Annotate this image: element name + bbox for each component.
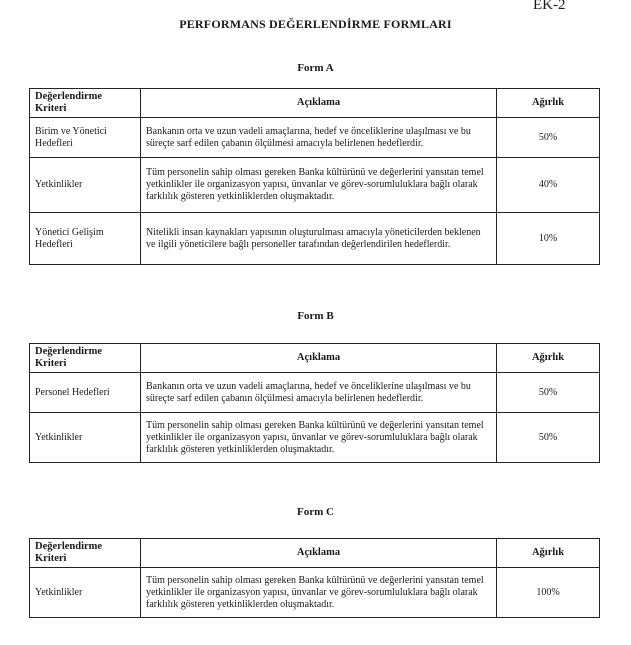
weight-cell: 100% xyxy=(497,568,600,618)
weight-cell: 50% xyxy=(497,413,600,463)
criterion-cell: Yetkinlikler xyxy=(30,158,141,213)
table-row xyxy=(30,373,600,413)
form-c-title: Form C xyxy=(297,506,334,518)
criterion-cell: Personel Hedefleri xyxy=(30,373,141,413)
header-criterion: Değerlendirme Kriteri xyxy=(30,539,141,568)
document-title: PERFORMANS DEĞERLENDİRME FORMLARI xyxy=(179,17,452,31)
criterion-cell: Yetkinlikler xyxy=(30,413,141,463)
criterion-cell: Birim ve Yönetici Hedefleri xyxy=(30,118,141,158)
weight-cell: 10% xyxy=(497,213,600,265)
header-weight: Ağırlık xyxy=(497,344,600,373)
table-header-row xyxy=(30,89,600,118)
weight-cell: 40% xyxy=(497,158,600,213)
header-criterion: Değerlendirme Kriteri xyxy=(30,89,141,118)
table-row xyxy=(30,213,600,265)
criterion-cell: Yetkinlikler xyxy=(30,568,141,618)
table-header-row xyxy=(30,344,600,373)
table-row xyxy=(30,413,600,463)
description-cell: Tüm personelin sahip olması gereken Banka kültürünü ve değerlerini yansıtan temel yetkinlikler ile organizasyon yapısı, ünvanlar ve görev-sorumluluklara bağlı olarak farklılık gösteren yetkinliklerden oluşmaktadır. xyxy=(141,413,497,463)
header-weight: Ağırlık xyxy=(497,539,600,568)
table-row xyxy=(30,568,600,618)
table-row xyxy=(30,158,600,213)
criterion-cell: Yönetici Gelişim Hedefleri xyxy=(30,213,141,265)
description-cell: Tüm personelin sahip olması gereken Banka kültürünü ve değerlerini yansıtan temel yetkinlikler ile organizasyon yapısı, ünvanlar ve görev-sorumluluklara bağlı olarak farklılık gösteren yetkinliklerden oluşmaktadır. xyxy=(141,158,497,213)
description-cell: Tüm personelin sahip olması gereken Banka kültürünü ve değerlerini yansıtan temel yetkinlikler ile organizasyon yapısı, ünvanlar ve görev-sorumluluklara bağlı olarak farklılık gösteren yetkinliklerden oluşmaktadır. xyxy=(141,568,497,618)
header-description: Açıklama xyxy=(141,539,497,568)
form-b-title: Form B xyxy=(297,310,334,322)
header-criterion: Değerlendirme Kriteri xyxy=(30,344,141,373)
description-cell: Nitelikli insan kaynakları yapısının oluşturulması amacıyla yöneticilerden beklenen ve ilgili yöneticilere bağlı personeller tarafından değerlendirilen hedeflerdir. xyxy=(141,213,497,265)
form-a-title: Form A xyxy=(297,62,334,74)
form-b-table xyxy=(29,343,600,463)
table-header-row xyxy=(30,539,600,568)
description-cell: Bankanın orta ve uzun vadeli amaçlarına, hedef ve önceliklerine ulaşılması ve bu süreçte sarf edilen çabanın ölçülmesi amacıyla belirlenen hedeflerdir. xyxy=(141,118,497,158)
form-c-table xyxy=(29,538,600,618)
header-description: Açıklama xyxy=(141,89,497,118)
description-cell: Bankanın orta ve uzun vadeli amaçlarına, hedef ve önceliklerine ulaşılması ve bu süreçte sarf edilen çabanın ölçülmesi amacıyla belirlenen hedeflerdir. xyxy=(141,373,497,413)
weight-cell: 50% xyxy=(497,373,600,413)
weight-cell: 50% xyxy=(497,118,600,158)
header-weight: Ağırlık xyxy=(497,89,600,118)
header-description: Açıklama xyxy=(141,344,497,373)
annex-label: EK-2 xyxy=(533,0,566,13)
form-a-table xyxy=(29,88,600,265)
table-row xyxy=(30,118,600,158)
